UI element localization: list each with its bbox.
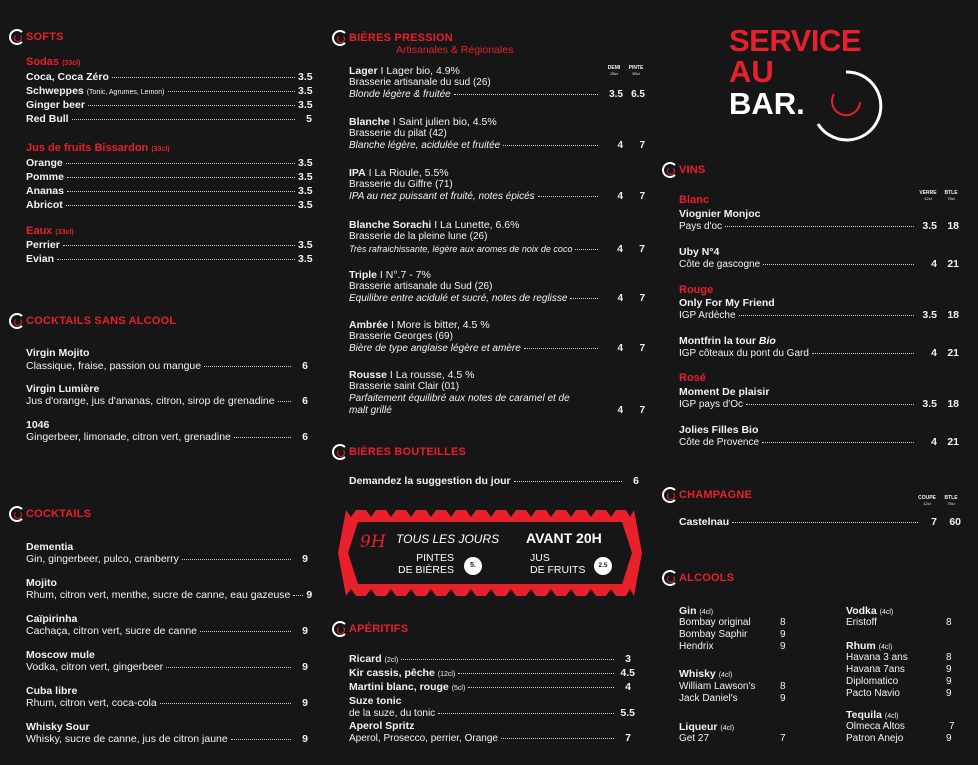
circle-logo-icon bbox=[9, 313, 25, 329]
circle-logo-icon bbox=[332, 30, 348, 46]
spirit-name: Havana 7ans bbox=[846, 664, 905, 675]
menu-row: Blanche légère, acidulée et fruitée 4 7 bbox=[349, 140, 645, 151]
spirit-price: 8 bbox=[946, 617, 952, 628]
spirit-price: 9 bbox=[780, 629, 786, 640]
beer-brewery: Brasserie du Giffre (71) bbox=[349, 179, 453, 190]
col-head-verre: VERRE 12cl bbox=[919, 190, 937, 201]
spirit-price: 8 bbox=[946, 652, 952, 663]
item-name: Caïpirinha bbox=[26, 613, 78, 625]
vins-rouge-label: Rouge bbox=[679, 284, 714, 296]
bieres-pression-subtitle: Artisanales & Régionales bbox=[396, 44, 514, 56]
beer-name: Blanche I Saint julien bio, 4.5% bbox=[349, 116, 497, 128]
cocktails-sans-title: COCKTAILS SANS ALCOOL bbox=[26, 315, 177, 327]
hero-line-2: AU bbox=[729, 54, 774, 89]
softs-title: SOFTS bbox=[26, 31, 64, 43]
item-name: Aperol Spritz bbox=[349, 720, 415, 732]
promo-banner-frame bbox=[338, 510, 642, 596]
col-head-coupe: COUPE 12cl bbox=[918, 495, 936, 506]
menu-row: Coca, Coca Zéro 3.5 bbox=[26, 71, 313, 83]
hero-line-1: SERVICE bbox=[729, 23, 862, 58]
col-head-btle: BTLE 75cl bbox=[944, 190, 958, 201]
circle-logo-icon bbox=[662, 570, 678, 586]
menu-row: Côte de gascogne 4 21 bbox=[679, 258, 959, 270]
menu-row: malt grillé 4 7 bbox=[349, 405, 645, 416]
champagne-title: CHAMPAGNE bbox=[679, 489, 753, 501]
beer-brewery: Brasserie artisanale du sud (26) bbox=[349, 77, 491, 88]
promo-right-title: AVANT 20H bbox=[526, 530, 602, 546]
hero-line-3: BAR. bbox=[729, 86, 805, 121]
promo-left-price: 5. bbox=[464, 557, 482, 575]
spirit-name: Diplomatico bbox=[846, 676, 899, 687]
menu-row: Bière de type anglaise légère et amère 4 7 bbox=[349, 343, 645, 354]
item-name: Cuba libre bbox=[26, 685, 78, 697]
menu-row: Ricard (2cl) 3 bbox=[349, 653, 631, 665]
col-head-demi: DEMI 25cl bbox=[607, 65, 621, 76]
menu-row: Evian 3.5 bbox=[26, 253, 313, 265]
bieres-bouteilles-title: BIÈRES BOUTEILLES bbox=[349, 446, 467, 458]
spirit-price: 9 bbox=[946, 733, 952, 744]
menu-row: Pays d'oc 3.5 18 bbox=[679, 220, 959, 232]
menu-row: Rhum, citron vert, menthe, sucre de canne, eau gazeuse 9 bbox=[26, 589, 313, 601]
whisky-label: Whisky (4cl) bbox=[679, 668, 733, 680]
menu-row: Gin, gingerbeer, pulco, cranberry 9 bbox=[26, 553, 308, 565]
promo-left-label: PINTES DE BIÈRES bbox=[398, 552, 455, 576]
vins-title: VINS bbox=[679, 164, 706, 176]
promo-banner bbox=[338, 510, 642, 596]
cocktails-title: COCKTAILS bbox=[26, 508, 92, 520]
circle-logo-icon bbox=[662, 162, 678, 178]
beer-name: IPA I La Rioule, 5.5% bbox=[349, 167, 449, 179]
spirit-price: 7 bbox=[780, 733, 786, 744]
menu-row: IGP pays d'Oc 3.5 18 bbox=[679, 398, 959, 410]
spirit-name: Hendrix bbox=[679, 641, 714, 652]
item-name: Whisky Sour bbox=[26, 721, 90, 733]
bieres-pression-title: BIÈRES PRESSION bbox=[349, 32, 453, 44]
promo-right-label: JUS DE FRUITS bbox=[530, 552, 586, 576]
spirit-name: Bombay original bbox=[679, 617, 751, 628]
menu-row: Kir cassis, pêche (12cl) 4.5 bbox=[349, 667, 635, 679]
menu-row: Cachaça, citron vert, sucre de canne 9 bbox=[26, 625, 308, 637]
menu-row: Red Bull 5 bbox=[26, 113, 312, 125]
item-name: Dementia bbox=[26, 541, 74, 553]
menu-row: Demandez la suggestion du jour 6 bbox=[349, 475, 639, 487]
item-name: 1046 bbox=[26, 419, 50, 431]
spirit-price: 9 bbox=[946, 676, 952, 687]
menu-row: Ananas 3.5 bbox=[26, 185, 313, 197]
item-name: Virgin Lumière bbox=[26, 383, 100, 395]
liqueur-label: Liqueur (4cl) bbox=[679, 721, 735, 733]
beer-brewery: Brasserie saint Clair (01) bbox=[349, 381, 460, 392]
beer-brewery: Brasserie Georges (69) bbox=[349, 331, 453, 342]
menu-row: Côte de Provence 4 21 bbox=[679, 436, 959, 448]
alcools-title: ALCOOLS bbox=[679, 572, 735, 584]
menu-row: Pomme 3.5 bbox=[26, 171, 313, 183]
spirit-name: Havana 3 ans bbox=[846, 652, 908, 663]
spirit-price: 9 bbox=[780, 641, 786, 652]
circle-logo-icon bbox=[9, 29, 25, 45]
spirit-name: Jack Daniel's bbox=[679, 693, 738, 704]
menu-row: Vodka, citron vert, gingerbeer 9 bbox=[26, 661, 308, 673]
wine-name: Uby N°4 bbox=[679, 246, 720, 258]
spirit-name: Olmeca Altos bbox=[846, 721, 905, 732]
promo-right-price: 2.5 bbox=[594, 557, 612, 575]
spirit-price: 9 bbox=[780, 693, 786, 704]
beer-name: Blanche Sorachi I La Lunette, 6.6% bbox=[349, 219, 520, 231]
menu-row: Abricot 3.5 bbox=[26, 199, 313, 211]
promo-left-title: TOUS LES JOURS bbox=[396, 532, 500, 546]
promo-logo: 9H bbox=[360, 532, 386, 552]
spirit-name: Pacto Navio bbox=[846, 688, 900, 699]
menu-row: Orange 3.5 bbox=[26, 157, 313, 169]
aperitifs-title: APÉRITIFS bbox=[349, 623, 409, 635]
menu-row: Très rafraichissante, légère aux aromes de noix de coco 4 7 bbox=[349, 243, 645, 255]
spirit-price: 8 bbox=[780, 617, 786, 628]
spirit-name: Eristoff bbox=[846, 617, 877, 628]
spirit-name: Patron Anejo bbox=[846, 733, 904, 744]
vins-rose-label: Rosé bbox=[679, 372, 706, 384]
circle-logo-icon bbox=[9, 506, 25, 522]
col-head-btle: BTLE 75cl bbox=[944, 495, 958, 506]
menu-row: Rhum, citron vert, coca-cola 9 bbox=[26, 697, 308, 709]
wine-name: Moment De plaisir bbox=[679, 386, 770, 398]
wine-name: Jolies Filles Bio bbox=[679, 424, 759, 436]
circle-logo-icon bbox=[662, 487, 678, 503]
tequila-label: Tequila (4cl) bbox=[846, 709, 899, 721]
spirit-name: Bombay Saphir bbox=[679, 629, 748, 640]
gin-label: Gin (4cl) bbox=[679, 605, 714, 617]
menu-row: Blonde légère & fruitée 3.5 6.5 bbox=[349, 89, 645, 100]
menu-row: IGP côteaux du pont du Gard 4 21 bbox=[679, 347, 959, 359]
beer-brewery: Brasserie de la pleine lune (26) bbox=[349, 231, 488, 242]
spirit-price: 8 bbox=[780, 681, 786, 692]
menu-row: Perrier 3.5 bbox=[26, 239, 313, 251]
menu-row: Martini blanc, rouge (5cl) 4 bbox=[349, 681, 631, 693]
col-head-pinte: PINTE 50cl bbox=[628, 65, 644, 76]
sodas-label: Sodas (33cl) bbox=[26, 56, 81, 68]
menu-row: Classique, fraise, passion ou mangue 6 bbox=[26, 360, 308, 372]
beer-desc: Parfaitement équilibré aux notes de caramel et de bbox=[349, 393, 570, 404]
menu-row: Aperol, Prosecco, perrier, Orange 7 bbox=[349, 732, 631, 744]
spirit-price: 7 bbox=[949, 721, 955, 732]
menu-row: IPA au nez puissant et fruité, notes épicés 4 7 bbox=[349, 191, 645, 202]
beer-brewery: Brasserie artisanale du Sud (26) bbox=[349, 281, 493, 292]
item-name: Mojito bbox=[26, 577, 57, 589]
beer-name: Rousse I La rousse, 4.5 % bbox=[349, 369, 475, 381]
beer-brewery: Brasserie du pilat (42) bbox=[349, 128, 447, 139]
menu-row: Ginger beer 3.5 bbox=[26, 99, 313, 111]
item-name: Virgin Mojito bbox=[26, 347, 90, 359]
circle-logo-icon bbox=[332, 621, 348, 637]
spirit-price: 9 bbox=[946, 688, 952, 699]
beer-name: Ambrée I More is bitter, 4.5 % bbox=[349, 319, 490, 331]
menu-row: IGP Ardèche 3.5 18 bbox=[679, 309, 959, 321]
menu-row: Schweppes (Tonic, Agrumes, Lemon) 3.5 bbox=[26, 85, 313, 97]
wine-name: Only For My Friend bbox=[679, 297, 775, 309]
hero-circle-icon bbox=[806, 66, 886, 146]
eaux-label: Eaux (33cl) bbox=[26, 225, 74, 237]
menu-row: Gingerbeer, limonade, citron vert, grenadine 6 bbox=[26, 431, 308, 443]
rhum-label: Rhum (4cl) bbox=[846, 640, 893, 652]
spirit-name: Get 27 bbox=[679, 733, 710, 744]
jus-label: Jus de fruits Bissardon (33cl) bbox=[26, 142, 170, 154]
menu-row: de la suze, du tonic 5.5 bbox=[349, 707, 635, 719]
beer-name: Lager I Lager bio, 4.9% bbox=[349, 65, 460, 77]
vodka-label: Vodka (4cl) bbox=[846, 605, 894, 617]
menu-row: Whisky, sucre de canne, jus de citron jaune 9 bbox=[26, 733, 308, 745]
circle-logo-icon bbox=[332, 444, 348, 460]
wine-name: Viognier Monjoc bbox=[679, 208, 761, 220]
vins-blanc-label: Blanc bbox=[679, 194, 709, 206]
menu-row: Equilibre entre acidulé et sucré, notes de reglisse 4 7 bbox=[349, 293, 645, 304]
beer-name: Triple I N°.7 - 7% bbox=[349, 269, 431, 281]
wine-name: Montfrin la tour Bio bbox=[679, 335, 776, 347]
spirit-price: 9 bbox=[946, 664, 952, 675]
menu-row: Castelnau 7 60 bbox=[679, 516, 961, 528]
menu-row: Jus d'orange, jus d'ananas, citron, sirop de grenadine 6 bbox=[26, 395, 308, 407]
spirit-name: William Lawson's bbox=[679, 681, 756, 692]
item-name: Suze tonic bbox=[349, 695, 402, 707]
item-name: Moscow mule bbox=[26, 649, 95, 661]
